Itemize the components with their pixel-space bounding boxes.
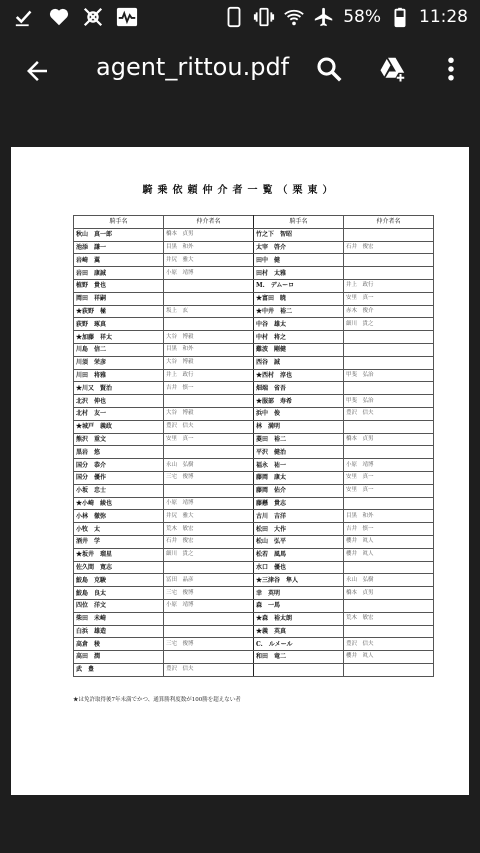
agent-name: 櫻井 眞人: [344, 651, 434, 664]
agent-name: 細川 貴之: [164, 548, 254, 561]
agent-name: 安里 真一: [164, 433, 254, 446]
wifi-icon: [283, 6, 305, 28]
agent-name: 橋本 貞男: [344, 433, 434, 446]
pulse-icon: [116, 6, 138, 28]
jockey-name: ★服部 寿希: [254, 395, 344, 408]
agent-name: 三宅 俊博: [164, 638, 254, 651]
column-header: 騎手名: [254, 216, 344, 229]
jockey-name: 高田 潤: [74, 651, 164, 664]
jockey-name: ★小崎 綾也: [74, 497, 164, 510]
agent-name: 安里 真一: [344, 484, 434, 497]
pdf-viewer[interactable]: [0, 106, 480, 853]
agent-name: [344, 625, 434, 638]
jockey-name: 北沢 伸也: [74, 395, 164, 408]
agent-name: 橋本 貞男: [344, 587, 434, 600]
agent-name: 井尻 雅大: [164, 254, 254, 267]
agent-name: 三宅 俊博: [164, 471, 254, 484]
agent-name: [344, 254, 434, 267]
airplane-icon: [313, 6, 335, 28]
jockey-name: 平沢 健治: [254, 446, 344, 459]
agent-name: 荒木 敏宏: [344, 612, 434, 625]
table-row: [74, 241, 434, 254]
jockey-name: 松若 風馬: [254, 548, 344, 561]
agent-name: 吉井 慎一: [164, 382, 254, 395]
jockey-name: ★森 裕太朗: [254, 612, 344, 625]
table-row: [74, 535, 434, 548]
jockey-name: 北村 友一: [74, 407, 164, 420]
jockey-name: 酒井 学: [74, 535, 164, 548]
agent-name: [164, 446, 254, 459]
table-row: [74, 510, 434, 523]
drive-add-icon[interactable]: [378, 54, 408, 84]
jockey-name: 藤岡 佑介: [254, 484, 344, 497]
jockey-name: [254, 663, 344, 676]
agent-name: [344, 420, 434, 433]
jockey-name: ★城戸 義政: [74, 420, 164, 433]
agent-name: 櫻井 眞人: [344, 548, 434, 561]
table-row: [74, 395, 434, 408]
pdf-page: [11, 147, 469, 795]
agent-name: [344, 267, 434, 280]
jockey-name: 和田 竜二: [254, 651, 344, 664]
table-row: [74, 651, 434, 664]
agent-name: [164, 318, 254, 331]
search-icon[interactable]: [314, 54, 344, 84]
table-row: [74, 228, 434, 241]
jockey-name: 幸 英明: [254, 587, 344, 600]
agent-name: [164, 292, 254, 305]
agent-name: [344, 228, 434, 241]
table-row: [74, 318, 434, 331]
jockey-name: ★坂井 瑠星: [74, 548, 164, 561]
agent-name: 目黒 和外: [164, 241, 254, 254]
jockey-name: 竹之下 智昭: [254, 228, 344, 241]
jockey-name: 鮫島 良太: [74, 587, 164, 600]
document-title: 騎乗依頼仲介者一覧（栗東）: [142, 185, 338, 196]
agent-name: 大谷 博毅: [164, 407, 254, 420]
table-row: [74, 420, 434, 433]
jockey-name: 荻野 琢真: [74, 318, 164, 331]
agent-name: [344, 497, 434, 510]
jockey-name: ★荻野 極: [74, 305, 164, 318]
jockey-name: 小坂 忠士: [74, 484, 164, 497]
table-row: [74, 356, 434, 369]
agent-name: [344, 599, 434, 612]
agent-name: 小原 靖博: [344, 459, 434, 472]
jockey-name: 川須 栄彦: [74, 356, 164, 369]
jockey-name: ★西村 淳也: [254, 369, 344, 382]
agent-name: 赤木 俊介: [344, 305, 434, 318]
table-row: [74, 292, 434, 305]
agent-name: 荒木 敏宏: [164, 523, 254, 536]
agent-name: 小原 靖博: [164, 497, 254, 510]
jockey-name: ★義 英真: [254, 625, 344, 638]
agent-name: 櫻井 眞人: [344, 535, 434, 548]
status-bar: [0, 0, 480, 34]
jockey-name: 岡田 祥嗣: [74, 292, 164, 305]
agent-name: 豊沢 信夫: [344, 407, 434, 420]
jockey-name: 太宰 啓介: [254, 241, 344, 254]
agent-name: 坂上 玄: [164, 305, 254, 318]
agent-name: 冨田 晶彦: [164, 574, 254, 587]
table-row: [74, 497, 434, 510]
jockey-name: 中谷 雄太: [254, 318, 344, 331]
table-row: [74, 254, 434, 267]
table-row: [74, 407, 434, 420]
jockey-name: 藤懸 貴志: [254, 497, 344, 510]
agent-name: [344, 382, 434, 395]
jockey-name: 菱田 裕二: [254, 433, 344, 446]
agent-name: 小原 靖博: [164, 599, 254, 612]
table-row: [74, 369, 434, 382]
agent-name: [344, 343, 434, 356]
agent-name: 豊沢 信夫: [164, 663, 254, 676]
vibrate-icon: [253, 6, 275, 28]
jockey-name: 白浜 雄造: [74, 625, 164, 638]
column-header: 仲介者名: [164, 216, 254, 229]
agent-name: [344, 356, 434, 369]
column-header: 仲介者名: [344, 216, 434, 229]
heart-icon: [48, 6, 70, 28]
jockey-name: 四位 洋文: [74, 599, 164, 612]
agent-name: 安里 真一: [344, 292, 434, 305]
agent-name: 目黒 和外: [164, 343, 254, 356]
table-row: [74, 331, 434, 344]
table-row: [74, 638, 434, 651]
jockey-name: 林 満明: [254, 420, 344, 433]
jockey-name: 秋山 真一郎: [74, 228, 164, 241]
jockey-name: 高倉 稜: [74, 638, 164, 651]
jockey-name: 岩崎 翼: [74, 254, 164, 267]
jockey-name: 黒岩 悠: [74, 446, 164, 459]
jockey-name: 川島 信二: [74, 343, 164, 356]
agent-name: 石井 俊宏: [344, 241, 434, 254]
app-bar: [0, 34, 480, 106]
agent-name: 永山 弘樹: [164, 459, 254, 472]
jockey-name: 川田 将雅: [74, 369, 164, 382]
agent-table: [73, 215, 434, 677]
table-row: [74, 382, 434, 395]
table-row: [74, 459, 434, 472]
jockey-name: 鮫島 克駿: [74, 574, 164, 587]
jockey-name: 国分 恭介: [74, 459, 164, 472]
jockey-name: ★中井 裕二: [254, 305, 344, 318]
agent-name: [164, 612, 254, 625]
jockey-name: 池添 謙一: [74, 241, 164, 254]
jockey-name: 畑端 省吾: [254, 382, 344, 395]
jockey-name: ★加藤 祥太: [74, 331, 164, 344]
table-row: [74, 523, 434, 536]
agent-name: [164, 395, 254, 408]
column-header: 騎手名: [74, 216, 164, 229]
agent-name: 豊沢 信夫: [164, 420, 254, 433]
jockey-name: ★川又 賢治: [74, 382, 164, 395]
agent-name: 安里 真一: [344, 471, 434, 484]
jockey-name: 佐久間 寛志: [74, 561, 164, 574]
agent-name: 目黒 和外: [344, 510, 434, 523]
table-row: [74, 279, 434, 292]
table-row: [74, 625, 434, 638]
jockey-name: 小林 徹弥: [74, 510, 164, 523]
agent-name: [164, 625, 254, 638]
footnote: ★は免許取得後7年未満でかつ、通算勝利度数が100勝を超えない者: [73, 697, 241, 703]
agent-name: 井上 政行: [164, 369, 254, 382]
table-row: [74, 343, 434, 356]
table-row: [74, 433, 434, 446]
table-row: [74, 484, 434, 497]
agent-name: [164, 279, 254, 292]
battery-percent: 58%: [343, 7, 381, 27]
check-icon: [14, 6, 36, 28]
jockey-name: ★富田 暁: [254, 292, 344, 305]
jockey-name: 古川 吉洋: [254, 510, 344, 523]
jockey-name: 田村 太雅: [254, 267, 344, 280]
agent-name: [344, 331, 434, 344]
back-arrow-icon[interactable]: [22, 56, 52, 86]
jockey-name: 森 一馬: [254, 599, 344, 612]
jockey-name: 田中 健: [254, 254, 344, 267]
clock: 11:28: [419, 7, 468, 27]
battery-icon: [389, 6, 411, 28]
table-row: [74, 587, 434, 600]
jockey-name: 藤岡 康太: [254, 471, 344, 484]
agent-name: 小原 靖博: [164, 267, 254, 280]
agent-name: 豊沢 信夫: [344, 638, 434, 651]
agent-name: [344, 446, 434, 459]
agent-name: 甲斐 弘治: [344, 395, 434, 408]
agent-name: [344, 663, 434, 676]
agent-name: 大谷 博毅: [164, 356, 254, 369]
agent-name: [164, 651, 254, 664]
table-row: [74, 663, 434, 676]
agent-name: 吉井 慎一: [344, 523, 434, 536]
jockey-name: 難波 剛健: [254, 343, 344, 356]
agent-name: 大谷 博毅: [164, 331, 254, 344]
table-row: [74, 561, 434, 574]
table-row: [74, 612, 434, 625]
agent-name: [164, 484, 254, 497]
agent-name: [344, 561, 434, 574]
agent-name: 井尻 雅大: [164, 510, 254, 523]
agent-name: 永山 弘樹: [344, 574, 434, 587]
jockey-name: 水口 優也: [254, 561, 344, 574]
jockey-name: 小牧 太: [74, 523, 164, 536]
jockey-name: 西谷 誠: [254, 356, 344, 369]
table-row: [74, 267, 434, 280]
jockey-name: 福永 祐一: [254, 459, 344, 472]
jockey-name: 植野 貴也: [74, 279, 164, 292]
agent-name: 井上 政行: [344, 279, 434, 292]
jockey-name: 柴田 未崎: [74, 612, 164, 625]
no-signal-icon: [82, 6, 104, 28]
agent-name: 三宅 俊博: [164, 587, 254, 600]
agent-name: [164, 561, 254, 574]
jockey-name: 岩田 康誠: [74, 267, 164, 280]
more-vert-icon[interactable]: [436, 54, 466, 84]
jockey-name: 浜中 俊: [254, 407, 344, 420]
jockey-name: 松山 弘平: [254, 535, 344, 548]
table-header-row: [74, 216, 434, 229]
table-row: [74, 599, 434, 612]
jockey-name: 武 豊: [74, 663, 164, 676]
jockey-name: M. デムーロ: [254, 279, 344, 292]
file-title: agent_rittou.pdf: [96, 53, 290, 81]
agent-name: 甲斐 弘治: [344, 369, 434, 382]
phone-icon: [223, 6, 245, 28]
jockey-name: 中村 将之: [254, 331, 344, 344]
agent-name: 橋本 貞男: [164, 228, 254, 241]
table-row: [74, 446, 434, 459]
table-row: [74, 471, 434, 484]
jockey-name: 熊沢 重文: [74, 433, 164, 446]
table-row: [74, 548, 434, 561]
jockey-name: C. ルメール: [254, 638, 344, 651]
jockey-name: 松田 大作: [254, 523, 344, 536]
jockey-name: ★三津谷 隼人: [254, 574, 344, 587]
agent-name: 石井 俊宏: [164, 535, 254, 548]
table-row: [74, 574, 434, 587]
table-row: [74, 305, 434, 318]
agent-name: 細川 貴之: [344, 318, 434, 331]
jockey-name: 国分 優作: [74, 471, 164, 484]
